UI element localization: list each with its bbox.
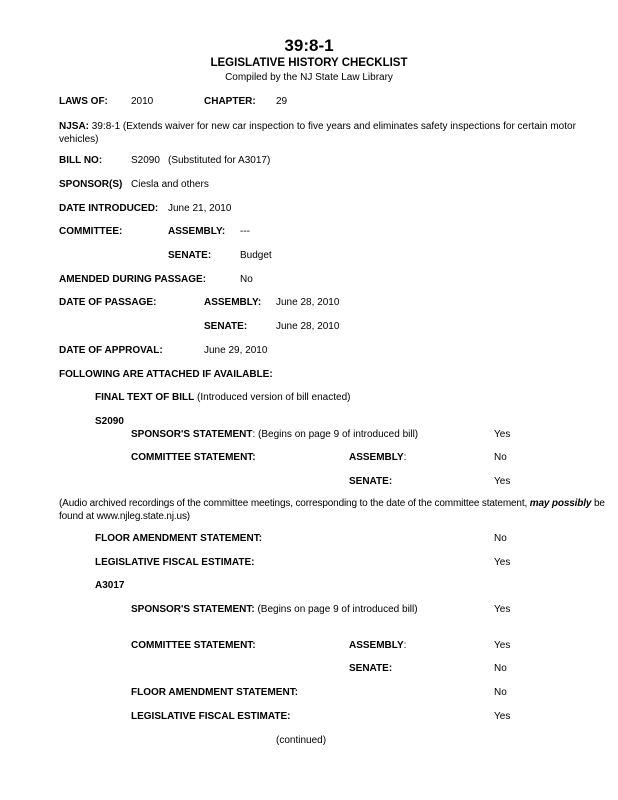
committee-senate-label: SENATE: xyxy=(168,250,212,261)
amended-label: AMENDED DURING PASSAGE: xyxy=(59,274,207,285)
audio-note-emphasis: may possibly xyxy=(529,498,592,509)
njsa-text: 39:8-1 (Extends waiver for new car inspection to five years and eliminates safety inspections for certain motor vehicles) xyxy=(59,121,576,145)
laws-of-label: LAWS OF: xyxy=(59,96,108,107)
approval-value: June 29, 2010 xyxy=(204,345,268,356)
a3017-sponsor-statement-value: Yes xyxy=(494,604,511,615)
a3017-senate-value: No xyxy=(494,663,507,674)
s2090-sponsor-statement-label: SPONSOR'S STATEMENT xyxy=(131,429,253,440)
njsa-block xyxy=(59,121,579,146)
sponsor-value: Ciesla and others xyxy=(131,179,209,190)
s2090-committee-label: COMMITTEE STATEMENT: xyxy=(131,452,256,463)
a3017-fiscal-estimate-label: LEGISLATIVE FISCAL ESTIMATE: xyxy=(131,711,291,722)
passage-label: DATE OF PASSAGE: xyxy=(59,297,157,308)
s2090-assembly-label: ASSEMBLY xyxy=(349,452,404,463)
document-title: LEGISLATIVE HISTORY CHECKLIST xyxy=(210,57,408,69)
a3017-assembly-value: Yes xyxy=(494,640,511,651)
njsa-label: NJSA: xyxy=(59,121,90,132)
s2090-senate-value: Yes xyxy=(494,476,511,487)
attached-heading: FOLLOWING ARE ATTACHED IF AVAILABLE: xyxy=(59,369,273,380)
committee-label: COMMITTEE: xyxy=(59,226,123,237)
date-introduced-value: June 21, 2010 xyxy=(168,203,232,214)
audio-archive-note xyxy=(59,498,607,523)
bill-no-note: (Substituted for A3017) xyxy=(168,155,271,166)
fiscal-estimate-value: Yes xyxy=(494,557,511,568)
passage-senate-value: June 28, 2010 xyxy=(276,321,340,332)
final-text-row xyxy=(95,393,350,403)
a3017-heading: A3017 xyxy=(95,580,125,591)
s2090-assembly-row xyxy=(349,453,406,463)
bill-no-label: BILL NO: xyxy=(59,155,103,166)
date-introduced-label: DATE INTRODUCED: xyxy=(59,203,159,214)
amended-value: No xyxy=(240,274,253,285)
floor-amendment-label: FLOOR AMENDMENT STATEMENT: xyxy=(95,533,263,544)
a3017-sponsor-statement-row xyxy=(131,605,418,615)
audio-note-link-text: be found at www.njleg.state.nj.us) xyxy=(59,498,605,522)
document-citation: 39:8-1 xyxy=(284,36,334,55)
s2090-heading: S2090 xyxy=(95,416,124,427)
a3017-sponsor-statement-note: (Begins on page 9 of introduced bill) xyxy=(254,604,418,615)
s2090-assembly-colon: : xyxy=(403,452,407,463)
sponsor-label: SPONSOR(S) xyxy=(59,179,123,190)
final-text-note: (Introduced version of bill enacted) xyxy=(197,392,351,403)
continued-note: (continued) xyxy=(276,735,327,746)
a3017-floor-amendment-label: FLOOR AMENDMENT STATEMENT: xyxy=(131,687,299,698)
audio-note-text: (Audio archived recordings of the committee meetings, corresponding to the date of the committee statement, xyxy=(59,498,528,509)
committee-assembly-value: --- xyxy=(240,226,250,237)
a3017-floor-amendment-value: No xyxy=(494,687,507,698)
s2090-sponsor-statement-value: Yes xyxy=(494,429,511,440)
s2090-senate-label: SENATE: xyxy=(349,476,393,487)
fiscal-estimate-label: LEGISLATIVE FISCAL ESTIMATE: xyxy=(95,557,255,568)
chapter-label: CHAPTER: xyxy=(204,96,256,107)
approval-label: DATE OF APPROVAL: xyxy=(59,345,163,356)
a3017-assembly-label: ASSEMBLY xyxy=(349,640,404,651)
passage-assembly-value: June 28, 2010 xyxy=(276,297,340,308)
committee-assembly-label: ASSEMBLY: xyxy=(168,226,226,237)
laws-of-value: 2010 xyxy=(131,96,154,107)
floor-amendment-value: No xyxy=(494,533,507,544)
final-text-label: FINAL TEXT OF BILL xyxy=(95,392,195,403)
a3017-senate-label: SENATE: xyxy=(349,663,393,674)
passage-senate-label: SENATE: xyxy=(204,321,248,332)
committee-senate-value: Budget xyxy=(240,250,272,261)
a3017-assembly-colon: : xyxy=(403,640,407,651)
passage-assembly-label: ASSEMBLY: xyxy=(204,297,262,308)
compiled-by: Compiled by the NJ State Law Library xyxy=(225,72,393,83)
s2090-sponsor-statement-note: : (Begins on page 9 of introduced bill) xyxy=(252,429,419,440)
a3017-fiscal-estimate-value: Yes xyxy=(494,711,511,722)
a3017-committee-label: COMMITTEE STATEMENT: xyxy=(131,640,256,651)
s2090-assembly-value: No xyxy=(494,452,507,463)
a3017-assembly-row xyxy=(349,641,406,651)
s2090-sponsor-statement-row xyxy=(131,430,418,440)
a3017-sponsor-statement-label: SPONSOR'S STATEMENT: xyxy=(131,604,255,615)
chapter-value: 29 xyxy=(276,96,288,107)
bill-no-value: S2090 xyxy=(131,155,160,166)
